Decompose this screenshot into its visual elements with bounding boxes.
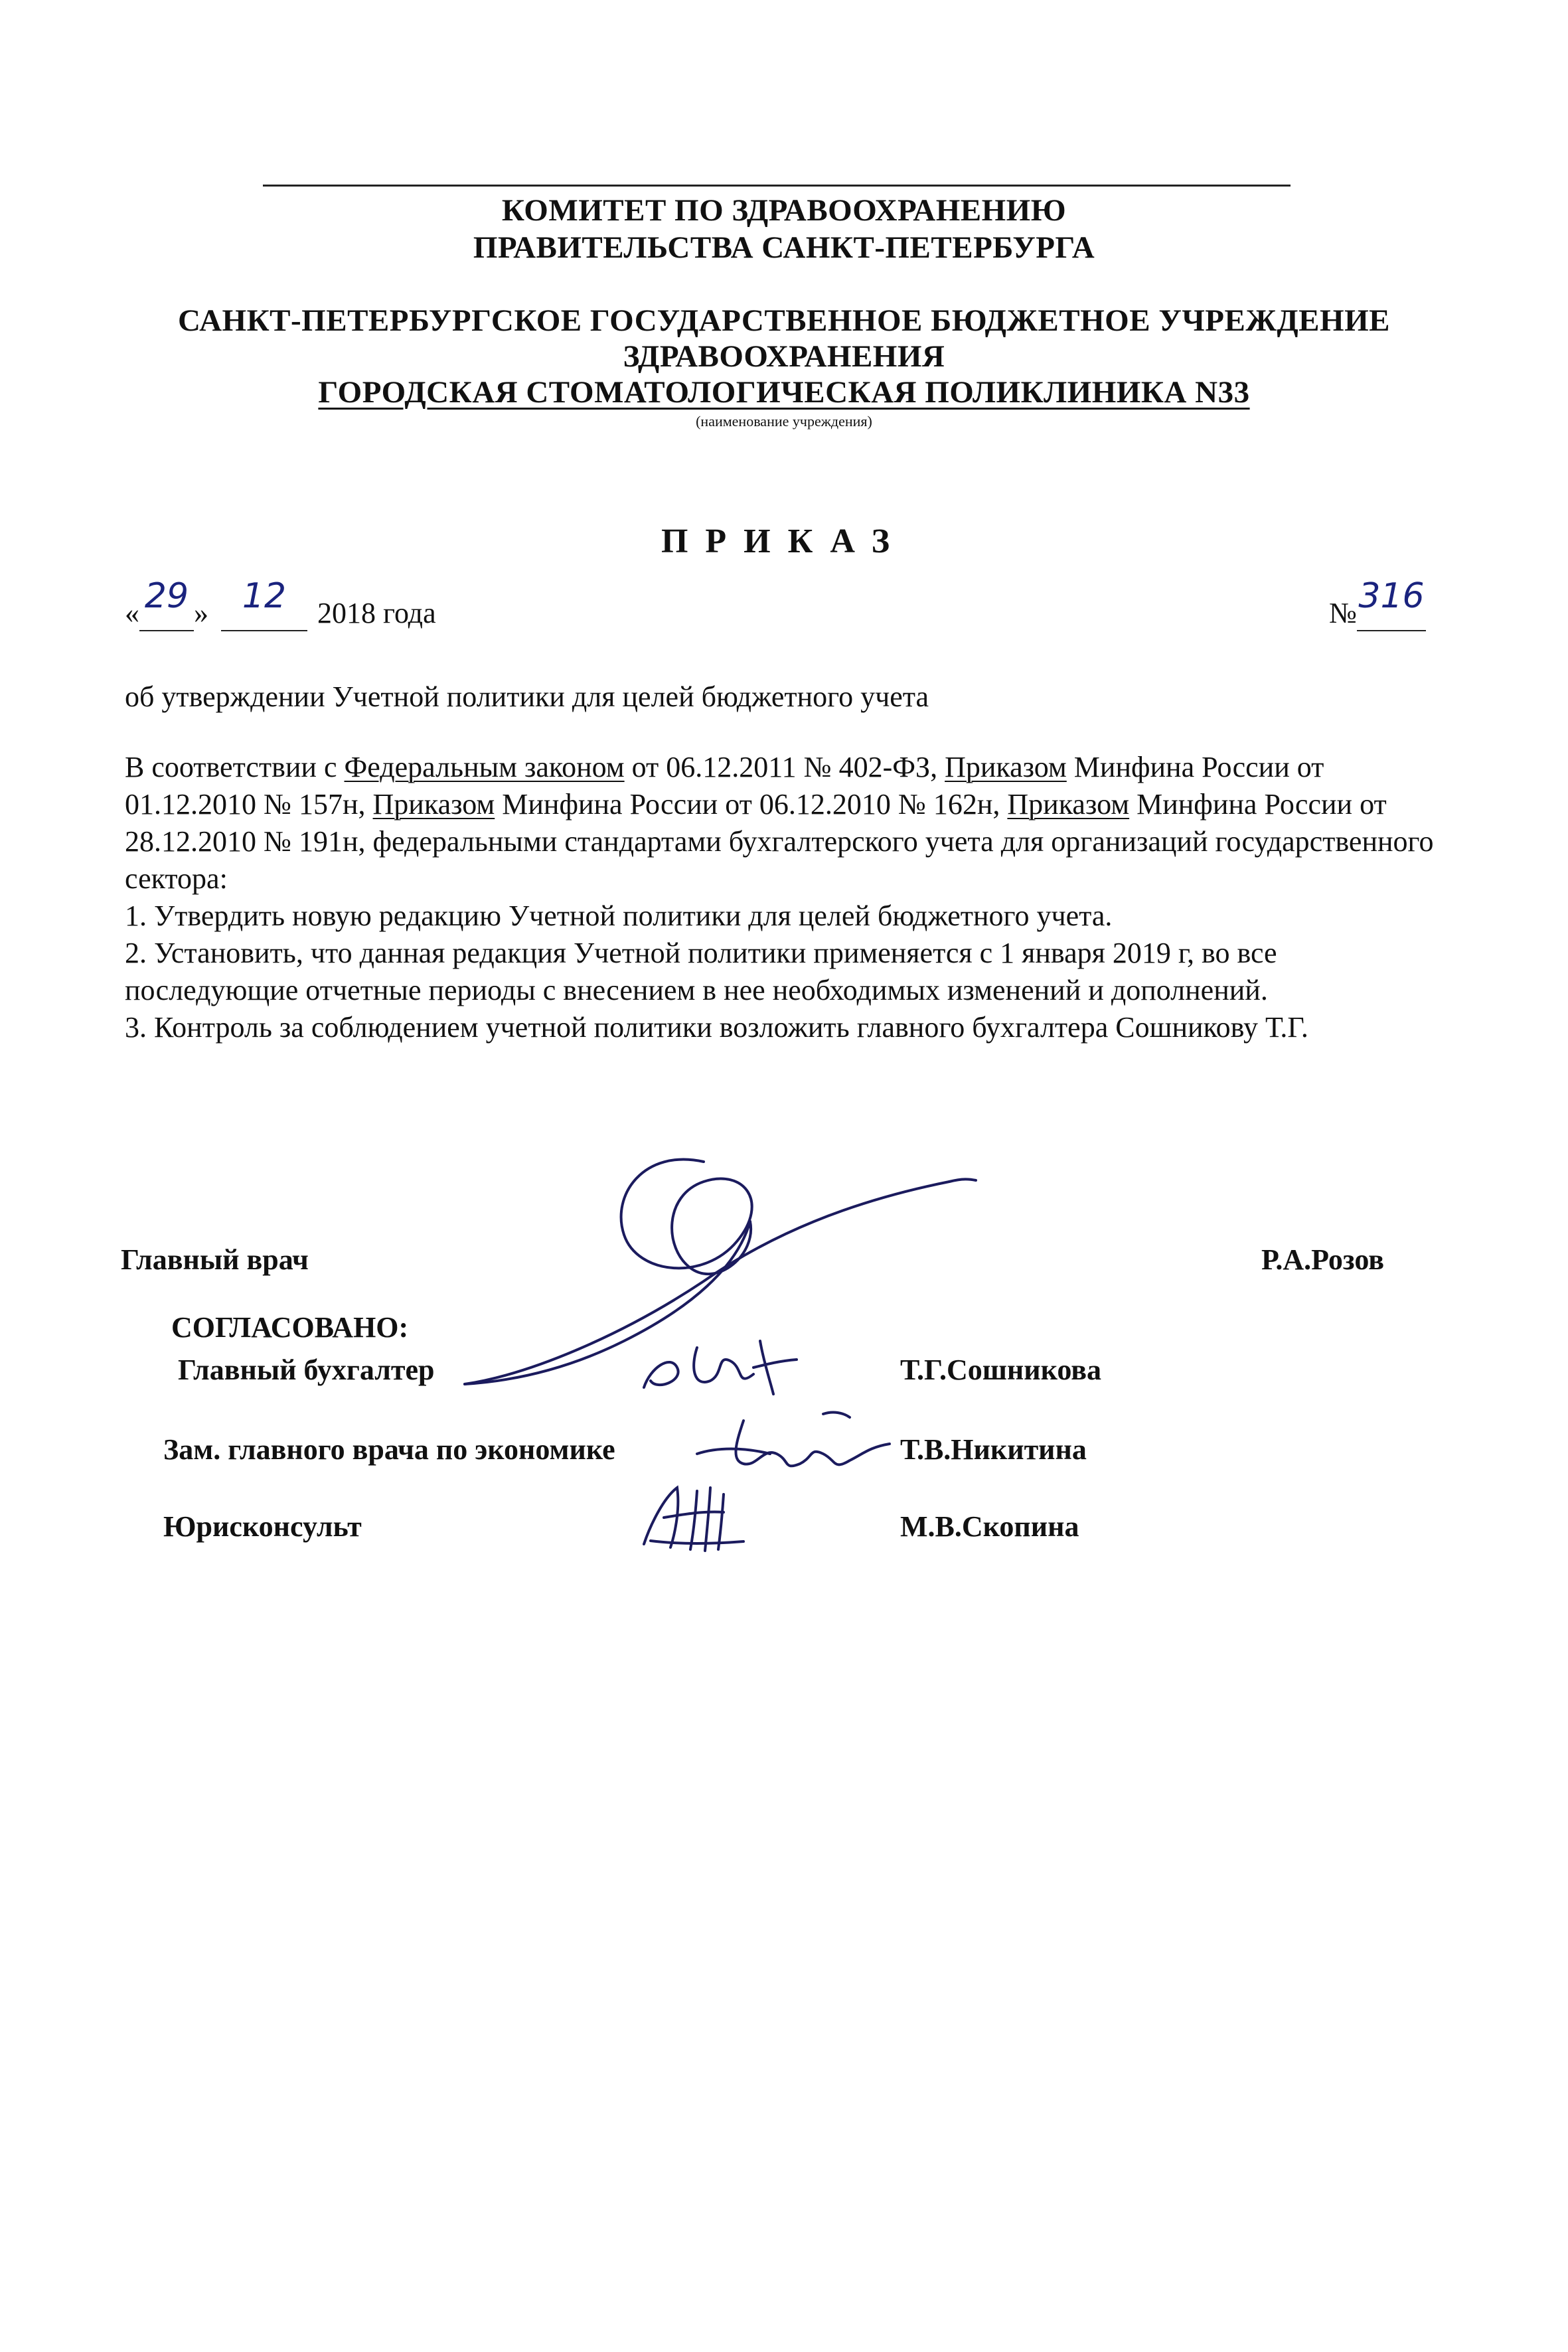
- date-month-handwritten: 12: [242, 576, 287, 616]
- committee-line-1: КОМИТЕТ ПО ЗДРАВООХРАНЕНИЮ: [501, 193, 1067, 228]
- number-field: [1357, 576, 1426, 631]
- preamble-text-5: Минфина России от 28.12.2010 № 191н, федеральными стандартами бухгалтерского учета для организаций государственного сектора:: [125, 788, 1434, 895]
- order-body: [125, 749, 1439, 1046]
- date-day-field: [139, 576, 194, 631]
- body-item-2: 2. Установить, что данная редакция Учетной политики применяется с 1 января 2019 г, во все последующие отчетные периоды с внесением в нее необходимых изменений и дополнений.: [125, 937, 1277, 1006]
- number-handwritten: 316: [1358, 576, 1425, 616]
- org-caption: (наименование учреждения): [696, 413, 872, 430]
- date-day-handwritten: 29: [144, 576, 189, 616]
- chief-doctor-name: Р.А.Розов: [1261, 1243, 1385, 1276]
- body-item-1: 1. Утвердить новую редакцию Учетной политики для целей бюджетного учета.: [125, 900, 1113, 932]
- org-name-line-3: [0, 373, 1568, 412]
- body-item-3: 3. Контроль за соблюдением учетной политики возложить главного бухгалтера Сошникову Т.Г.: [125, 1011, 1308, 1044]
- deputy-name: Т.В.Никитина: [900, 1433, 1087, 1466]
- header-top-rule: [263, 185, 1291, 187]
- deputy-title: Зам. главного врача по экономике: [163, 1433, 615, 1466]
- date-year-text: 2018 года: [317, 597, 436, 629]
- order-subject: об утверждении Учетной политики для целей бюджетного учета: [125, 680, 929, 713]
- deputy-signature: [690, 1407, 916, 1480]
- date-close-quote: »: [194, 597, 208, 629]
- chief-doctor-title: Главный врач: [121, 1243, 309, 1276]
- order-number: [1329, 576, 1426, 631]
- link-order-162n[interactable]: Приказом: [372, 788, 495, 821]
- preamble-text-3: Минфина России от 01.12.2010 № 157н,: [125, 751, 1324, 821]
- accountant-name: Т.Г.Сошникова: [900, 1354, 1102, 1386]
- lawyer-title: Юрисконсульт: [163, 1510, 362, 1543]
- link-order-157n[interactable]: Приказом: [945, 751, 1067, 783]
- preamble-text-4: Минфина России от 06.12.2010 № 162н,: [495, 788, 1008, 821]
- lawyer-name: М.В.Скопина: [900, 1510, 1079, 1543]
- preamble-text-1: В соответствии с: [125, 751, 345, 783]
- link-order-191n[interactable]: Приказом: [1007, 788, 1130, 821]
- approved-label: СОГЛАСОВАНО:: [171, 1311, 409, 1344]
- body-preamble: [125, 749, 1439, 898]
- preamble-text-2: от 06.12.2011 № 402-ФЗ,: [624, 751, 945, 783]
- org-name-line-2: ЗДРАВООХРАНЕНИЯ: [623, 339, 945, 374]
- document-title: ПРИКАЗ: [661, 522, 907, 560]
- committee-line-2: ПРАВИТЕЛЬСТВА САНКТ-ПЕТЕРБУРГА: [473, 230, 1095, 265]
- date-open-quote: «: [125, 597, 139, 629]
- accountant-signature: [631, 1328, 830, 1401]
- org-name-line-1: САНКТ-ПЕТЕРБУРГСКОЕ ГОСУДАРСТВЕННОЕ БЮДЖЕТНОЕ УЧРЕЖДЕНИЕ: [177, 303, 1390, 338]
- number-prefix: №: [1329, 597, 1357, 629]
- org-name-underlined: ГОРОДСКАЯ СТОМАТОЛОГИЧЕСКАЯ ПОЛИКЛИНИКА N33: [318, 375, 1250, 410]
- date-month-field: [221, 576, 307, 631]
- accountant-title: Главный бухгалтер: [178, 1354, 435, 1386]
- lawyer-signature: [637, 1478, 770, 1557]
- link-federal-law[interactable]: Федеральным законом: [344, 751, 625, 783]
- order-date: [125, 576, 436, 631]
